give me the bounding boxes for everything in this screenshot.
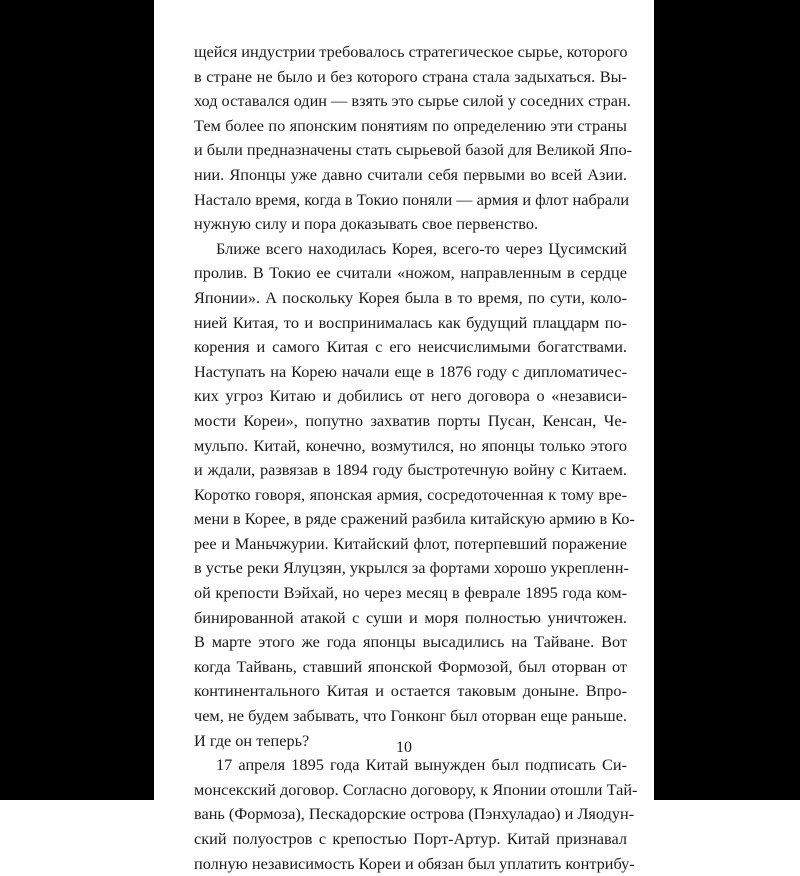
text-line: мени в Корее, в ряде сражений разбила китайскую армию в Ко- bbox=[194, 509, 635, 529]
text-line: чем, не будем забывать, что Гонконг был оторван еще раньше. bbox=[194, 706, 627, 726]
text-line: бинированной атакой с суши и моря полностью уничтожен. bbox=[194, 607, 627, 627]
left-black-border bbox=[0, 0, 154, 800]
text-line: 17 апреля 1895 года Китай вынужден был подписать Си- bbox=[216, 755, 627, 775]
text-line: нией Китая, то и воспринималась как будущий плацдарм по- bbox=[194, 312, 627, 332]
text-line: в устье реки Ялуцзян, укрылся за фортами хорошо укрепленн- bbox=[194, 558, 629, 578]
text-line: ход оставался один — взять это сырье силой у соседних стран. bbox=[194, 91, 631, 111]
text-line: ский полуостров с крепостью Порт-Артур. Китай признавал bbox=[194, 829, 627, 848]
text-line: Наступать на Корею начали еще в 1876 году с дипломатичес- bbox=[194, 361, 627, 381]
text-line: Коротко говоря, японская армия, сосредоточенная к тому вре- bbox=[194, 484, 627, 504]
book-page bbox=[154, 0, 654, 873]
page-number: 10 bbox=[396, 739, 412, 756]
text-line: пролив. В Токио ее считали «ножом, направленным в сердце bbox=[194, 263, 627, 283]
right-black-border bbox=[654, 0, 800, 800]
text-line: и были предназначены стать сырьевой базой для Великой Япо- bbox=[194, 140, 633, 160]
text-line: в стране не было и без которого страна стала задыхаться. Вы- bbox=[194, 66, 627, 86]
text-line: корения и самого Китая с его неисчислимыми богатствами. bbox=[194, 337, 627, 357]
text-line: Ближе всего находилась Корея, всего-то через Цусимский bbox=[216, 238, 627, 258]
text-line: когда Тайвань, ставший японской Формозой, был оторван от bbox=[194, 656, 627, 676]
text-line: Настало время, когда в Токио поняли — армия и флот набрали bbox=[194, 189, 630, 209]
text-line: Японии». А поскольку Корея была в то время, по сути, коло- bbox=[194, 287, 627, 307]
text-line: континентального Китая и остается таковым доныне. Впро- bbox=[194, 681, 627, 701]
text-line: ой крепости Вэйхай, но через месяц в феврале 1895 года ком- bbox=[194, 583, 627, 603]
text-line: щейся индустрии требовалось стратегическое сырье, которого bbox=[194, 42, 628, 61]
text-line: И где он теперь? bbox=[194, 730, 310, 750]
text-line: В марте этого же года японцы высадились на Тайване. Вот bbox=[194, 632, 627, 652]
text-line: рее и Маньчжурии. Китайский флот, потерпевший поражение bbox=[194, 533, 627, 553]
text-line: ких угроз Китаю и добились от него договора о «независи- bbox=[194, 386, 627, 406]
text-line: мульпо. Китай, конечно, возмутился, но японцы только этого bbox=[194, 435, 627, 455]
text-line: и ждали, развязав в 1894 году быстротечную войну с Китаем. bbox=[194, 460, 627, 480]
text-line: вань (Формоза), Пескадорские острова (Пэнхуладао) и Ляодун- bbox=[194, 804, 635, 824]
text-line: нужную силу и пора доказывать свое первенство. bbox=[194, 214, 539, 234]
text-line: монсекский договор. Согласно договору, к Японии отошли Тай- bbox=[194, 779, 638, 799]
text-line: нии. Японцы уже давно считали себя первыми во всей Азии. bbox=[194, 164, 627, 184]
text-line: полную независимость Кореи и обязан был уплатить контрибу- bbox=[194, 853, 635, 873]
text-line: Тем более по японским понятиям по определению эти страны bbox=[194, 115, 627, 135]
text-line: мости Кореи», попутно захватив порты Пусан, Кенсан, Че- bbox=[194, 410, 627, 430]
